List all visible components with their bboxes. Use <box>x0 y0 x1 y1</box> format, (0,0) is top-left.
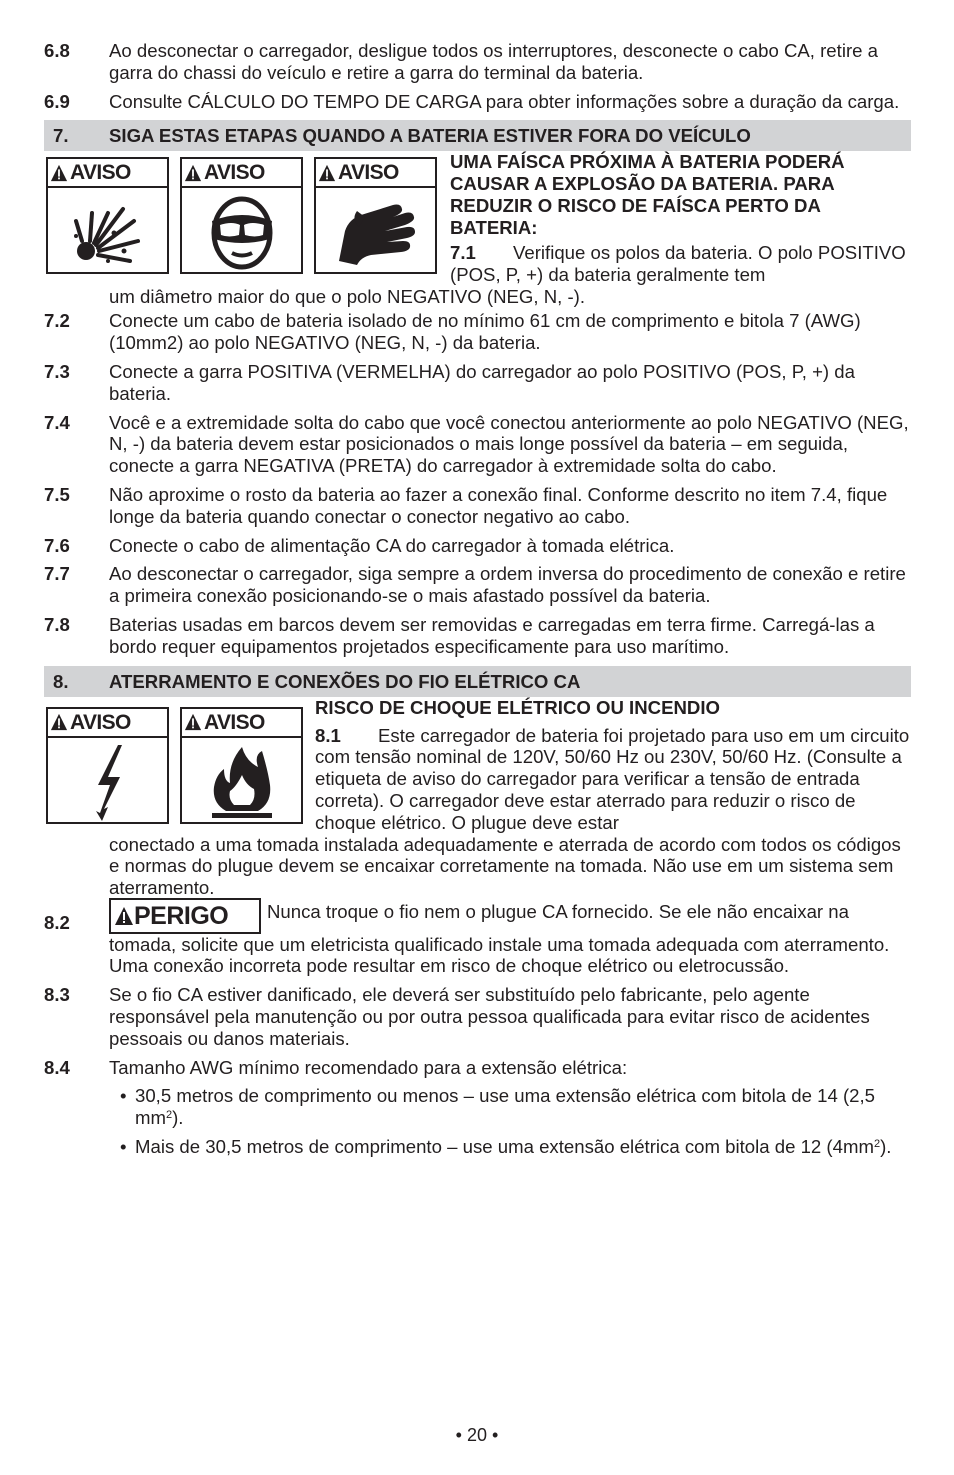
item-text: Conecte o cabo de alimentação CA do carregador à tomada elétrica. <box>109 534 675 556</box>
warning-box-shock <box>46 707 169 824</box>
item-text: Verifique os polos da bateria. O polo POSITIVO (POS, P, +) da bateria geralmente tem <box>450 242 906 286</box>
bullet: • <box>120 1085 127 1107</box>
item-text-end: ). <box>172 1107 184 1129</box>
item-number: 7.6 <box>44 534 70 556</box>
list-item <box>44 563 911 607</box>
item-number: 8.3 <box>44 984 70 1006</box>
explosion-icon <box>68 191 148 271</box>
item-text: Este carregador de bateria foi projetado para uso em um circuito com tensão nominal de 120V, 50/60 Hz ou 230V, 50/60 Hz. (Consulte a etiqueta de aviso do carregador para verificar a tensão de entrada correta). O carregador deve estar aterrado para reduzir o risco de choque elétrico. O plugue deve estar <box>315 724 910 833</box>
section-7-warnings <box>44 151 911 310</box>
list-item <box>112 1085 911 1129</box>
section-8-header <box>44 666 911 697</box>
item-number: 8.4 <box>44 1056 70 1078</box>
list-item <box>44 361 911 405</box>
superscript: 2 <box>873 1137 881 1150</box>
list-item <box>44 984 911 1049</box>
list-item <box>44 1057 911 1079</box>
page-number: • 20 • <box>455 1425 499 1445</box>
section-title: ATERRAMENTO E CONEXÕES DO FIO ELÉTRICO CA <box>109 670 581 692</box>
item-text: Nunca troque o fio nem o plugue CA fornecido. Se ele não encaixar na tomada, solicite que um eletricista qualificado instale uma tomada adequada com aterramento. Uma conexão incorreta pode resultar em risco de choque elétrico ou eletrocussão. <box>109 900 890 977</box>
list-item <box>315 725 910 834</box>
item-text-continued: um diâmetro maior do que o polo NEGATIVO (NEG, N, -). <box>109 286 586 308</box>
list-item <box>44 898 911 978</box>
bullet-list <box>112 1085 911 1157</box>
list-item <box>44 484 911 528</box>
item-text: Conecte um cabo de bateria isolado de no mínimo 61 cm de comprimento e bitola 7 (AWG)(10mm2) ao polo NEGATIVO (NEG, N, -) da bateria. <box>109 310 861 354</box>
list-item <box>44 40 911 84</box>
item-number: 8.2 <box>44 911 70 933</box>
item-text: Se o fio CA estiver danificado, ele deverá ser substituído pelo fabricante, pelo agente responsável pela manutenção ou por outra pessoa qualificada para evitar risco de acidentes pessoais ou danos materiais. <box>109 984 870 1049</box>
item-number: 7.8 <box>44 613 70 635</box>
item-text: Ao desconectar o carregador, desligue todos os interruptores, desconecte o cabo CA, retire a garra do chassi do veículo e retire a garra do terminal da bateria. <box>109 40 878 83</box>
warning-triangle-icon <box>114 906 134 926</box>
item-text: Você e a extremidade solta do cabo que você conectou anteriormente ao polo NEGATIVO (NEG, N, -) da bateria devem estar posicionados o mais longe possível da bateria – em seguida, conecte a garra NEGATIVA (PRETA) do carregador à extremidade solta do cabo. <box>109 411 909 477</box>
list-item <box>44 535 911 557</box>
item-text: Mais de 30,5 metros de comprimento – use uma extensão elétrica com bitola de 12 (4mm <box>135 1135 874 1157</box>
warning-label: AVISO <box>70 710 131 734</box>
bullet: • <box>120 1135 127 1157</box>
list-item <box>112 1136 911 1158</box>
warning-box-explosion <box>46 157 169 274</box>
warning-box-glove <box>314 157 437 274</box>
warning-box-fire <box>180 707 303 824</box>
glove-icon <box>331 191 421 271</box>
warning-triangle-icon <box>50 713 68 731</box>
item-text: Conecte a garra POSITIVA (VERMELHA) do carregador ao polo POSITIVO (POS, P, +) da bateria. <box>109 360 855 404</box>
list-item <box>44 614 911 658</box>
warning-triangle-icon <box>184 713 202 731</box>
warning-triangle-icon <box>184 164 202 182</box>
warning-text: UMA FAÍSCA PRÓXIMA À BATERIA PODERÁ CAUSAR A EXPLOSÃO DA BATERIA. PARA REDUZIR O RISCO DE FAÍSCA PERTO DA BATERIA: <box>450 151 845 238</box>
warning-triangle-icon <box>318 164 336 182</box>
section-number: 7. <box>53 125 69 147</box>
list-item <box>44 91 911 113</box>
section-7-header <box>44 120 911 151</box>
item-number: 7.5 <box>44 483 70 505</box>
list-item <box>44 412 911 477</box>
item-text: Não aproxime o rosto da bateria ao fazer a conexão final. Conforme descrito no item 7.4, fique longe da bateria quando conectar o conector negativo ao cabo. <box>109 483 888 527</box>
item-text: Tamanho AWG mínimo recomendado para a extensão elétrica: <box>109 1056 628 1078</box>
warning-box-goggles <box>180 157 303 274</box>
item-text: Consulte CÁLCULO DO TEMPO DE CARGA para obter informações sobre a duração da carga. <box>109 90 900 112</box>
item-number: 7.3 <box>44 360 70 382</box>
warning-triangle-icon <box>50 164 68 182</box>
item-number: 7.7 <box>44 563 70 585</box>
item-text: Ao desconectar o carregador, siga sempre a ordem inversa do procedimento de conexão e retire a primeira conexão posicionando-se o mais afastado possível da bateria. <box>109 563 906 607</box>
item-number: 7.4 <box>44 411 70 433</box>
warning-text: RISCO DE CHOQUE ELÉTRICO OU INCENDIO <box>315 696 720 718</box>
warning-label: AVISO <box>338 161 399 185</box>
section-number: 8. <box>53 670 69 692</box>
danger-label: PERIGO <box>134 901 229 930</box>
danger-label-box <box>109 898 261 934</box>
item-number: 6.9 <box>44 90 70 112</box>
section-8-warnings <box>44 696 911 899</box>
item-text: 30,5 metros de comprimento ou menos – use uma extensão elétrica com bitola de 14 (2,5 mm <box>135 1085 876 1129</box>
safety-goggles-icon <box>202 191 282 271</box>
superscript: 2 <box>165 1109 173 1122</box>
item-number: 7.2 <box>44 310 70 332</box>
warning-label: AVISO <box>204 161 265 185</box>
item-text-end: ). <box>880 1135 892 1157</box>
item-number: 6.8 <box>44 40 70 61</box>
section-title: SIGA ESTAS ETAPAS QUANDO A BATERIA ESTIVER FORA DO VEÍCULO <box>109 125 751 147</box>
item-number: 8.1 <box>315 724 341 746</box>
fire-icon <box>202 741 282 821</box>
warning-label: AVISO <box>70 161 131 185</box>
document-page <box>44 40 911 1165</box>
item-text: Baterias usadas em barcos devem ser removidas e carregadas em terra firme. Carregá-las a bordo requer equipamentos projetados especificamente para uso marítimo. <box>109 613 875 657</box>
item-text-continued: conectado a uma tomada instalada adequadamente e aterrada de acordo com todos os códigos e normas do plugue devem se encaixar corretamente na tomada. Não use em um sistema sem aterramento. <box>109 833 901 899</box>
electric-shock-icon <box>78 741 138 821</box>
list-item <box>450 242 910 286</box>
list-item <box>44 310 911 354</box>
warning-label: AVISO <box>204 710 265 734</box>
item-number: 7.1 <box>450 242 476 264</box>
